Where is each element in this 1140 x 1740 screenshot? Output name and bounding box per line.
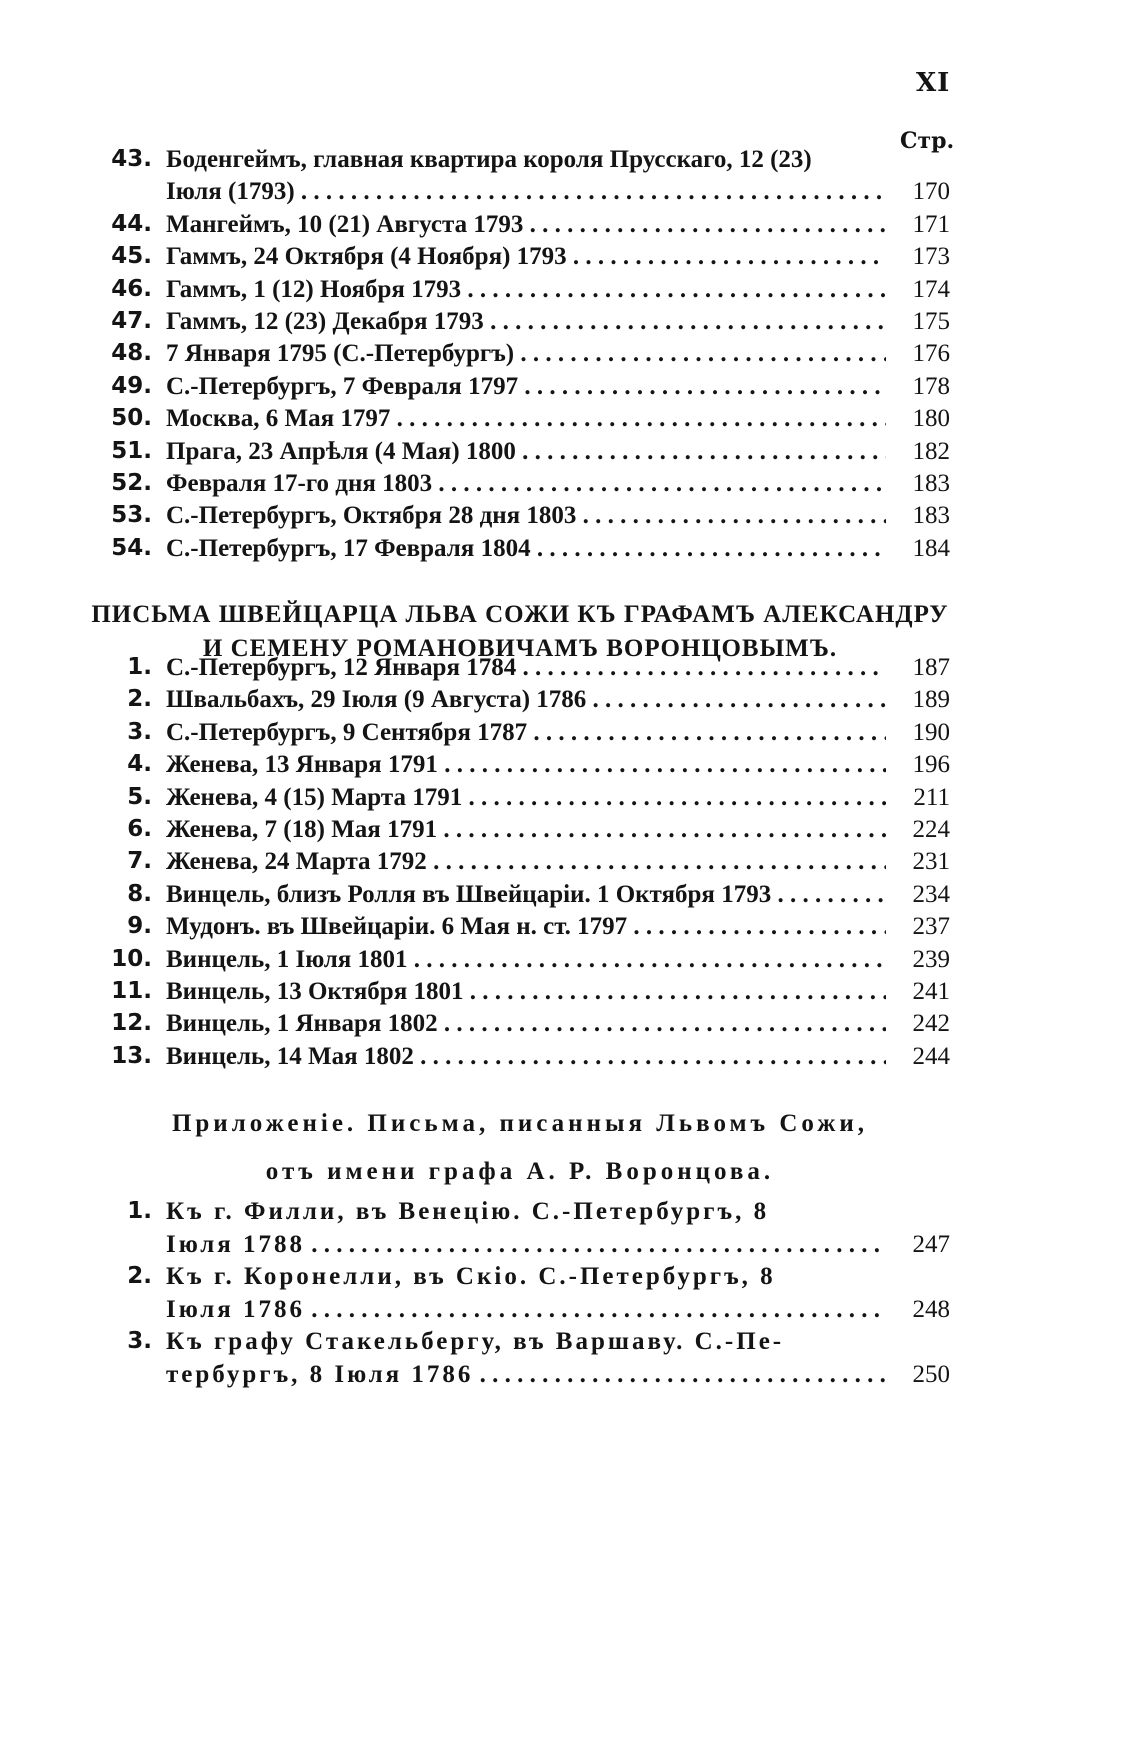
entry-title: Женева, 24 Марта 1792 . . . <box>166 848 886 876</box>
entry-number: 2. <box>127 686 152 713</box>
toc-entry <box>0 276 1140 312</box>
entry-number: 44. <box>111 210 152 237</box>
entry-number: 1. <box>127 654 152 680</box>
toc-entry <box>0 535 1140 571</box>
page-column-header: Стр. <box>900 128 955 154</box>
toc-entry <box>0 686 1140 722</box>
toc-entry <box>0 1198 1140 1234</box>
entry-number: 3. <box>127 718 152 745</box>
entry-page: 176 <box>912 340 950 368</box>
entry-page: 211 <box>913 783 950 811</box>
toc-entry <box>0 211 1140 247</box>
toc-entry <box>0 308 1140 344</box>
toc-entry <box>0 1263 1140 1299</box>
entry-title: Къ графу Стакельбергу, въ Варшаву. С.-Пе- <box>166 1328 785 1356</box>
toc-entry <box>0 784 1140 820</box>
entry-title: Москва, 6 Мая 1797 . . . <box>166 405 886 433</box>
entry-page: 244 <box>912 1042 950 1070</box>
entry-title: Женева, 7 (18) Мая 1791 . . . <box>166 816 886 844</box>
entry-title: Февраля 17-го дня 1803 . . . <box>166 470 886 498</box>
toc-entry <box>0 816 1140 852</box>
entry-title: Іюля 1786 . . . <box>166 1296 886 1324</box>
entry-number: 52. <box>111 470 152 496</box>
toc-entry <box>0 1296 1140 1332</box>
section2-heading-line1: ПИСЬМА ШВЕЙЦАРЦА ЛЬВА СОЖИ КЪ ГРАФАМЪ АЛЕКСАНДРУ <box>91 601 949 628</box>
entry-page: 224 <box>912 816 950 843</box>
toc-entry <box>0 340 1140 376</box>
entry-page: 171 <box>912 210 950 238</box>
entry-page: 231 <box>912 848 950 876</box>
entry-number: 4. <box>127 751 152 778</box>
entry-page: 175 <box>912 308 950 335</box>
toc-entry <box>0 373 1140 409</box>
entry-page: 234 <box>912 880 950 908</box>
toc-entry <box>0 848 1140 884</box>
entry-title: Гаммъ, 1 (12) Ноября 1793 . . . <box>166 276 886 304</box>
toc-entry <box>0 946 1140 982</box>
entry-page: 250 <box>912 1361 950 1388</box>
entry-page: 242 <box>912 1010 950 1038</box>
entry-number: 54. <box>111 534 152 561</box>
entry-title: С.-Петербургъ, 7 Февраля 1797 . . . <box>166 373 886 401</box>
entry-number: 50. <box>111 405 152 432</box>
entry-number: 1. <box>127 1198 152 1224</box>
entry-page: 241 <box>912 978 950 1005</box>
entry-title: Мангеймъ, 10 (21) Августа 1793 . . . <box>166 211 886 239</box>
entry-number: 51. <box>111 437 152 464</box>
toc-entry <box>0 1328 1140 1364</box>
entry-title: Іюля 1788 . . . <box>166 1231 886 1259</box>
entry-page: 247 <box>912 1230 950 1258</box>
entry-title: Къ г. Коронелли, въ Скіо. С.-Петербургъ, 8 <box>166 1263 776 1291</box>
entry-title: С.-Петербургъ, 9 Сентября 1787 . . . <box>166 719 886 747</box>
entry-title: С.-Петербургъ, 17 Февраля 1804 . . . <box>166 535 886 563</box>
entry-number: 13. <box>111 1042 152 1069</box>
toc-entry <box>0 438 1140 474</box>
toc-entry <box>0 1043 1140 1079</box>
entry-page: 178 <box>912 372 950 400</box>
entry-title: тербургъ, 8 Іюля 1786 . . . <box>166 1361 886 1389</box>
toc-entry <box>0 913 1140 949</box>
entry-number: 11. <box>111 978 152 1004</box>
entry-title: Іюля (1793) . . . <box>166 178 886 206</box>
toc-entry <box>0 1231 1140 1267</box>
entry-title: Боденгеймъ, главная квартира короля Прусскаго, 12 (23) <box>166 146 812 173</box>
entry-number: 5. <box>127 783 152 810</box>
toc-entry <box>0 978 1140 1014</box>
entry-number: 9. <box>127 913 152 940</box>
entry-page: 190 <box>912 718 950 746</box>
appendix-heading-line1: Приложеніе. Письма, писанныя Львомъ Сожи, <box>171 1110 869 1137</box>
entry-number: 12. <box>111 1010 152 1037</box>
entry-number: 3. <box>127 1328 152 1355</box>
entry-number: 47. <box>111 308 152 334</box>
entry-title: Винцель, 13 Октября 1801 . . . <box>166 978 886 1006</box>
entry-page: 184 <box>912 534 950 562</box>
entry-title: С.-Петербургъ, Октября 28 дня 1803 . . . <box>166 502 886 530</box>
toc-entry <box>0 654 1140 690</box>
entry-number: 46. <box>111 275 152 302</box>
entry-number: 53. <box>111 502 152 529</box>
entry-title: Швальбахъ, 29 Іюля (9 Августа) 1786 . . . <box>166 686 886 714</box>
entry-number: 45. <box>111 243 152 270</box>
entry-page: 182 <box>912 437 950 465</box>
entry-page: 180 <box>912 405 950 433</box>
entry-page: 174 <box>912 275 950 303</box>
toc-entry <box>0 178 1140 214</box>
entry-number: 7. <box>127 848 152 875</box>
entry-page: 248 <box>912 1295 950 1323</box>
entry-title: Гаммъ, 12 (23) Декабря 1793 . . . <box>166 308 886 336</box>
toc-entry <box>0 470 1140 506</box>
entry-title: Мудонъ. въ Швейцаріи. 6 Мая н. ст. 1797 . . . <box>166 913 886 941</box>
entry-title: Къ г. Филли, въ Венецію. С.-Петербургъ, 8 <box>166 1198 770 1225</box>
toc-entry <box>0 1010 1140 1046</box>
entry-number: 48. <box>111 340 152 367</box>
entry-title: 7 Января 1795 (С.-Петербургъ) . . . <box>166 340 886 368</box>
toc-entry <box>0 146 1140 182</box>
toc-entry <box>0 405 1140 441</box>
entry-number: 6. <box>127 816 152 842</box>
entry-page: 239 <box>912 945 950 973</box>
entry-page: 170 <box>912 178 950 206</box>
page-number: XI <box>916 68 951 98</box>
entry-page: 183 <box>912 502 950 530</box>
entry-number: 10. <box>111 945 152 972</box>
entry-title: Винцель, 14 Мая 1802 . . . <box>166 1043 886 1071</box>
entry-number: 8. <box>127 880 152 907</box>
toc-entry <box>0 751 1140 787</box>
toc-entry <box>0 502 1140 538</box>
entry-page: 237 <box>912 913 950 941</box>
toc-entry <box>0 243 1140 279</box>
entry-page: 189 <box>912 686 950 714</box>
entry-title: С.-Петербургъ, 12 Января 1784 . . . <box>166 654 886 682</box>
entry-number: 2. <box>127 1263 152 1290</box>
entry-title: Гаммъ, 24 Октября (4 Ноября) 1793 . . . <box>166 243 886 271</box>
entry-number: 43. <box>111 146 152 172</box>
entry-number: 49. <box>111 372 152 399</box>
entry-title: Женева, 13 Января 1791 . . . <box>166 751 886 779</box>
toc-entry <box>0 881 1140 917</box>
toc-entry <box>0 1361 1140 1397</box>
entry-page: 173 <box>912 243 950 271</box>
toc-entry <box>0 719 1140 755</box>
section2-heading-line2: И СЕМЕНУ РОМАНОВИЧАМЪ ВОРОНЦОВЫМЪ. <box>202 635 838 662</box>
appendix-heading-line2: отъ имени графа А. Р. Воронцова. <box>265 1158 775 1185</box>
entry-page: 196 <box>912 751 950 779</box>
entry-title: Женева, 4 (15) Марта 1791 . . . <box>166 784 886 812</box>
entry-title: Винцель, близъ Ролля въ Швейцаріи. 1 Октября 1793 . . . <box>166 881 886 909</box>
entry-page: 187 <box>912 654 950 681</box>
entry-title: Винцель, 1 Іюля 1801 . . . <box>166 946 886 974</box>
entry-title: Винцель, 1 Января 1802 . . . <box>166 1010 886 1038</box>
entry-title: Прага, 23 Апрѣля (4 Мая) 1800 . . . <box>166 438 886 466</box>
entry-page: 183 <box>912 470 950 497</box>
